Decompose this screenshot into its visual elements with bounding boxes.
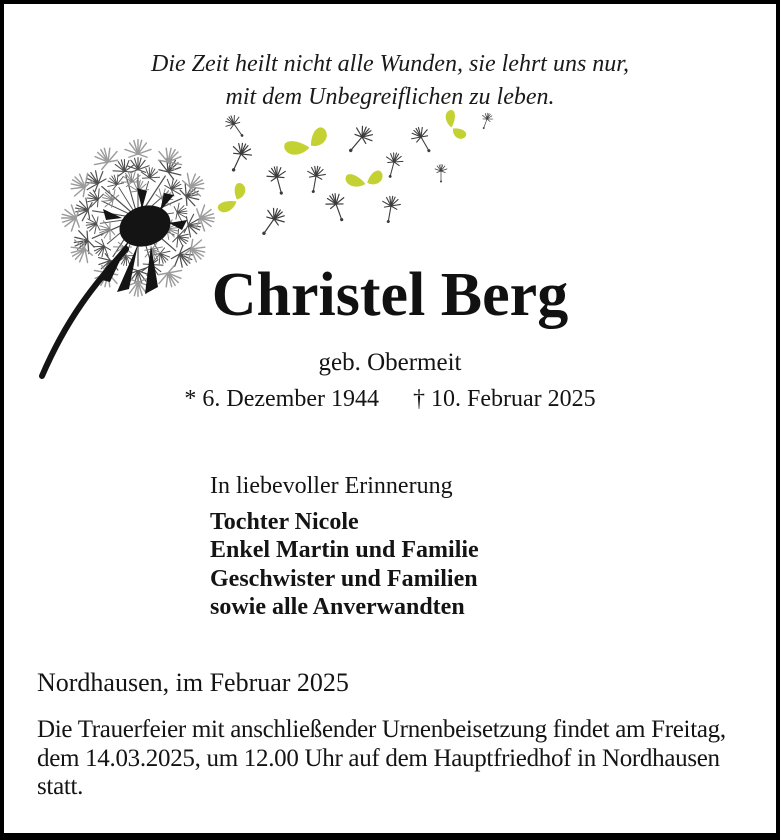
funeral-notice-line: Die Trauerfeier mit anschließender Urnenbeisetzung findet am Freitag, [37, 716, 726, 743]
mourners-list [210, 508, 479, 622]
epigraph-line-2: mit dem Unbegreiflichen zu leben. [225, 84, 555, 110]
birth-date: * 6. Dezember 1944 [184, 386, 379, 412]
mourner-line: Enkel Martin und Familie [210, 537, 479, 564]
butterflies-icon [216, 109, 468, 217]
funeral-notice-line: statt. [37, 773, 84, 801]
death-date: † 10. Februar 2025 [412, 386, 596, 412]
place-date-line: Nordhausen, im Februar 2025 [37, 668, 349, 697]
mourner-line: Tochter Nicole [210, 509, 359, 535]
deceased-name: Christel Berg [211, 261, 569, 329]
mourner-line: sowie alle Anverwandten [210, 594, 465, 621]
memorial-intro: In liebevoller Erinnerung [210, 473, 453, 499]
mourner-line: Geschwister und Familien [210, 565, 478, 592]
maiden-name: geb. Obermeit [318, 349, 462, 376]
life-dates [4, 386, 776, 413]
epigraph-line-1: Die Zeit heilt nicht alle Wunden, sie lehrt uns nur, [151, 51, 629, 77]
funeral-notice [37, 716, 763, 802]
funeral-notice-line: dem 14.03.2025, um 12.00 Uhr auf dem Hauptfriedhof in Nordhausen [37, 744, 720, 772]
